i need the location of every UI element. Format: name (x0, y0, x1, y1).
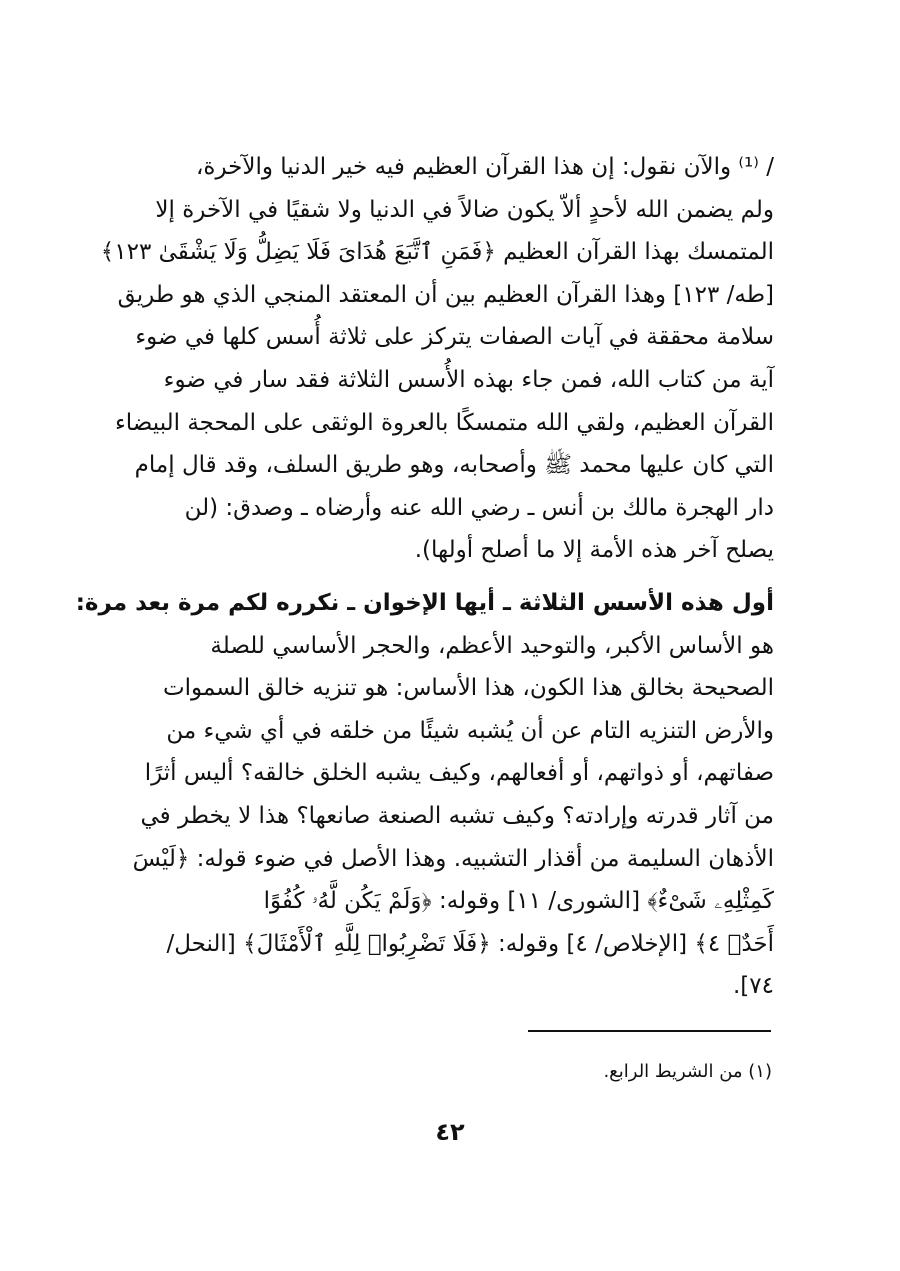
text-line: أَحَدٌۢ ٤﴾ [الإخلاص/ ٤] وقوله: ﴿فَلَا تَضْرِبُوا۟ لِلَّهِ ٱلْأَمْثَالَ﴾ [النحل/ (166, 930, 774, 957)
text-line: صفاتهم، أو ذواتهم، أو أفعالهم، وكيف يشبه الخلق خالقه؟ أليس أثرًا (144, 760, 774, 787)
text-line: ولم يضمن الله لأحدٍ ألاّ يكون ضالاً في الدنيا ولا شقيًا في الآخرة إلا (155, 196, 774, 223)
text-line: ٧٤]. (732, 973, 774, 1000)
text-line: / ⁽¹⁾ والآن نقول: إن هذا القرآن العظيم فيه خير الدنيا والآخرة، (195, 154, 774, 180)
text-line: والأرض التنزيه التام عن أن يُشبه شيئًا من خلقه في أي شيء من (166, 717, 774, 744)
text-line: القرآن العظيم، ولقي الله متمسكًا بالعروة الوثقى على المحجة البيضاء (114, 409, 774, 436)
text-line: [طه/ ١٢٣] وهذا القرآن العظيم بين أن المعتقد المنجي الذي هو طريق (117, 281, 774, 308)
text-line: من آثار قدرته وإرادته؟ وكيف تشبه الصنعة صانعها؟ هذا لا يخطر في (140, 802, 774, 829)
page-number: ٤٢ (435, 1118, 465, 1146)
footnote: (١) من الشريط الرابع. (603, 1061, 772, 1082)
text-line: سلامة محققة في آيات الصفات يتركز على ثلاثة أُسس كلها في ضوء (135, 324, 774, 351)
text-line: دار الهجرة مالك بن أنس ـ رضي الله عنه وأرضاه ـ وصدق: (لن (184, 494, 774, 521)
text-line: كَمِثْلِهِۦ شَىْءٌ﴾ [الشورى/ ١١] وقوله: ﴿وَلَمْ يَكُن لَّهُۥ كُفُوًا (263, 888, 774, 915)
footnote-divider (528, 1030, 771, 1032)
paragraph-lead-line: أول هذه الأسس الثلاثة ـ أيها الإخوان ـ نكرره لكم مرة بعد مرة: (75, 590, 774, 616)
text-line: التي كان عليها محمد ﷺ وأصحابه، وهو طريق السلف، وقد قال إمام (134, 452, 774, 479)
paragraph-first-foundation (75, 582, 774, 1008)
paragraph-intro (100, 146, 774, 572)
text-line: يصلح آخر هذه الأمة إلا ما أصلح أولها). (414, 537, 774, 564)
text-line: الأذهان السليمة من أقذار التشبيه. وهذا الأصل في ضوء قوله: ﴿لَيْسَ (132, 845, 774, 872)
text-line: المتمسك بهذا القرآن العظيم ﴿فَمَنِ ٱتَّبَعَ هُدَاىَ فَلَا يَضِلُّ وَلَا يَشْقَىٰ ١٢٣﴾ (100, 239, 774, 266)
text-line: هو الأساس الأكبر، والتوحيد الأعظم، والحجر الأساسي للصلة (210, 632, 774, 659)
text-line: الصحيحة بخالق هذا الكون، هذا الأساس: هو تنزيه خالق السموات (163, 675, 774, 702)
text-line: آية من كتاب الله، فمن جاء بهذه الأُسس الثلاثة فقد سار في ضوء (163, 366, 774, 393)
